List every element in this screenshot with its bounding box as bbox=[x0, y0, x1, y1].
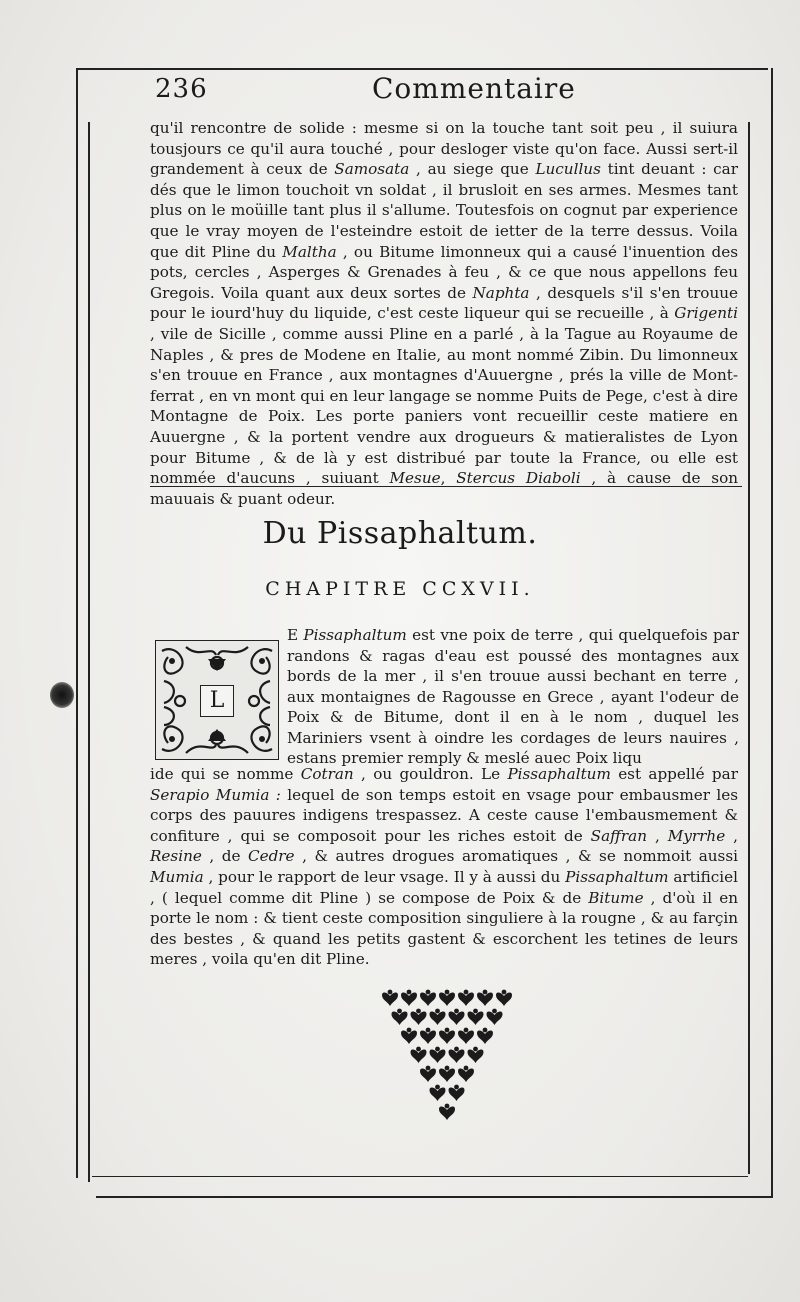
italic-term: Myrrhe bbox=[667, 826, 726, 845]
italic-term: Cedre bbox=[247, 847, 295, 866]
fleuron-bud bbox=[492, 1009, 497, 1014]
text-run: , vile de Sicille , comme aussi Pline en a parlé , à la Tague au Royaume de Naples , & pres de Modene en Italie, au mont nommé Zibin. Du limonneux s'en trouue en France , aux montagnes d'Auuergne , prés la ville de Mont-ferrat , en vn mont qui en leur langage se nomme Puits de Pege, c'est à dire Montagne de Poix. Les porte paniers vont recueillir ceste matiere en Auuergne , & la portent vendre aux drogueurs & matieralistes de Lyon pour Bitume , & de là y est distribué par toute la France, ou elle est nommée d'aucuns , suiuant bbox=[150, 324, 738, 488]
frame-rule-bottom bbox=[96, 1196, 772, 1198]
running-header-title: Commentaire bbox=[372, 72, 576, 105]
fleuron-mark bbox=[449, 1087, 465, 1101]
section-title: Du Pissaphaltum. bbox=[262, 516, 538, 551]
italic-term: Maltha bbox=[282, 242, 337, 261]
text-run: , bbox=[725, 826, 739, 845]
fleuron-bud bbox=[483, 1028, 488, 1033]
fleuron-bud bbox=[473, 1047, 478, 1052]
fleuron-bud bbox=[426, 1028, 431, 1033]
fleuron-mark bbox=[458, 992, 474, 1006]
page-number: 236 bbox=[155, 74, 208, 104]
decorated-initial bbox=[155, 640, 279, 760]
fleuron-bud bbox=[426, 990, 431, 995]
fleuron-mark bbox=[411, 1011, 427, 1025]
fleuron-bud bbox=[502, 990, 507, 995]
text-run: , ou gouldron. Le bbox=[353, 765, 508, 783]
fleuron-mark bbox=[468, 1011, 484, 1025]
fleuron-mark bbox=[449, 1049, 465, 1063]
frame-inner-rule-left bbox=[88, 122, 90, 1182]
fleuron-mark bbox=[392, 1011, 408, 1025]
text-run: , d'où il en porte le nom : & tient ceste composition singuliere à la rougne , & au farçin des bestes , & quand les petits gastent & escorchent les tetines de leurs meres , voila qu'en dit Pline. bbox=[150, 888, 738, 969]
text-run: , desquels s'il s'en trouue pour le iourd'huy du liquide, c'est ceste liqueur qui se recueille , à bbox=[150, 283, 739, 323]
text-run: , & autres drogues aromatiques , & se nommoit aussi bbox=[294, 847, 738, 866]
fleuron-bud bbox=[426, 1066, 431, 1071]
fleuron-mark bbox=[430, 1011, 446, 1025]
fleuron-mark bbox=[449, 1011, 465, 1025]
fleuron-mark bbox=[468, 1049, 484, 1063]
italic-term: Bitume bbox=[588, 888, 644, 907]
fleuron-bud bbox=[445, 1104, 450, 1109]
italic-term: Stercus Diaboli bbox=[456, 469, 581, 488]
fleuron-bud bbox=[445, 1066, 450, 1071]
italic-term: Pissaphaltum bbox=[507, 765, 611, 783]
chapter-opening-lines bbox=[287, 625, 739, 769]
fleuron-bud bbox=[464, 1066, 469, 1071]
text-run: qu'il rencontre de solide : mesme si on la touche tant soit peu , il suiura tousjours ce qu'il aura touché , pour desloger viste qu'on face. Aussi sert-il grandement à ceux de bbox=[150, 119, 738, 179]
fleuron-bud bbox=[464, 990, 469, 995]
italic-term: Serapio Mumia : bbox=[150, 785, 281, 804]
italic-term: Mesue bbox=[389, 469, 441, 488]
fleuron-bud bbox=[388, 990, 393, 995]
fleuron-bud bbox=[407, 990, 412, 995]
text-run: , à cause de son mauuais & puant odeur. bbox=[150, 469, 739, 508]
frame-rule-top bbox=[78, 68, 768, 70]
fleuron-mark bbox=[401, 1030, 417, 1044]
text-run: , pour le rapport de leur vsage. Il y à aussi du bbox=[203, 867, 566, 886]
italic-term: Naphta bbox=[472, 283, 530, 302]
fleuron-bud bbox=[407, 1028, 412, 1033]
fleuron-bud bbox=[445, 990, 450, 995]
fleuron-bud bbox=[483, 990, 488, 995]
text-run: E bbox=[287, 626, 304, 644]
fleuron-mark bbox=[458, 1030, 474, 1044]
fleuron-bud bbox=[464, 1028, 469, 1033]
fleuron-mark bbox=[439, 1106, 455, 1120]
fleuron-bud bbox=[416, 1009, 421, 1014]
fleuron-bud bbox=[454, 1009, 459, 1014]
text-run: , de bbox=[201, 847, 248, 866]
frame-inner-rule-bottom bbox=[92, 1176, 748, 1177]
italic-term: Lucullus bbox=[535, 160, 601, 179]
fleuron-mark bbox=[401, 992, 417, 1006]
italic-term: Saffran bbox=[590, 826, 647, 845]
fleuron-bud bbox=[454, 1085, 459, 1090]
italic-term: Cotran bbox=[300, 765, 354, 783]
initial-letter: L bbox=[200, 685, 234, 717]
fleuron-triangle-ornament-icon bbox=[380, 988, 514, 1130]
fleuron-mark bbox=[382, 992, 398, 1006]
fleuron-mark bbox=[420, 992, 436, 1006]
text-run: est vne poix de terre , qui quelquefois par randons & ragas d'eau est poussé des montagnes aux bords de la mer , il s'en trouue aussi bechant en terre , aux montaignes de Ragousse en Grece , ayant l'odeur de Poix & de Bitume, dont il en à le nom , duquel les Mariniers vsent à oindre les cordages de leurs nauires , estans premier remply & meslé auec Poix bbox=[287, 626, 739, 767]
fleuron-mark bbox=[458, 1068, 474, 1082]
text-run: artificiel , ( lequel comme dit Pline ) se compose de Poix & de bbox=[150, 867, 738, 907]
fleuron-mark bbox=[420, 1030, 436, 1044]
fleuron-mark bbox=[487, 1011, 503, 1025]
fleuron-mark bbox=[496, 992, 512, 1006]
chapter-heading: CHAPITRE CCXVII. bbox=[265, 578, 535, 600]
frame-rule-right bbox=[771, 68, 773, 1198]
fleuron-mark bbox=[439, 992, 455, 1006]
text-run: lequel de son temps estoit en vsage pour embausmer les corps des pauures indigens trespassez. A ceste cause l'embausmement & confiture , qui se composoit pour les riches estoit de bbox=[150, 785, 738, 845]
fleuron-mark bbox=[477, 992, 493, 1006]
fleuron-mark bbox=[411, 1049, 427, 1063]
text-run: est appellé par bbox=[610, 765, 738, 783]
fleuron-bud bbox=[435, 1047, 440, 1052]
italic-term: Samosata bbox=[334, 160, 410, 179]
italic-term: Mumia bbox=[150, 867, 204, 886]
fleuron-bud bbox=[435, 1009, 440, 1014]
fleuron-bud bbox=[435, 1085, 440, 1090]
frame-inner-rule-right bbox=[748, 122, 750, 1174]
fleuron-bud bbox=[416, 1047, 421, 1052]
italic-term: Resine bbox=[150, 847, 202, 866]
fleuron-bud bbox=[454, 1047, 459, 1052]
text-run: liqu bbox=[612, 749, 642, 767]
text-run: ide qui se nomme bbox=[150, 765, 301, 783]
text-run: , ou Bitume limonneux qui a causé l'inuention des pots, cercles , Asperges & Grenades à feu , & ce que nous appellons feu Gregois. Voila quant aux deux sortes de bbox=[150, 242, 738, 302]
fleuron-mark bbox=[477, 1030, 493, 1044]
italic-term: Grigenti bbox=[674, 304, 738, 323]
text-run: , bbox=[440, 469, 457, 488]
text-run: , bbox=[647, 826, 668, 845]
section-separator-rule bbox=[150, 486, 742, 487]
text-run: , au siege que bbox=[409, 160, 536, 179]
fleuron-bud bbox=[445, 1028, 450, 1033]
fleuron-bud bbox=[397, 1009, 402, 1014]
italic-term: Pissaphaltum bbox=[565, 867, 669, 886]
frame-rule-left bbox=[76, 68, 78, 1178]
fleuron-mark bbox=[420, 1068, 436, 1082]
fleuron-mark bbox=[439, 1068, 455, 1082]
continued-paragraph bbox=[150, 118, 738, 509]
fleuron-mark bbox=[439, 1030, 455, 1044]
text-run: tint deuant : car dés que le limon touchoit vn soldat , il brusloit en ses armes. Mesmes tant plus on le moüille tant plus il s'allume. Toutesfois on cognut par experience que le vray moyen de l'esteindre estoit de ietter de la terre dessus. Voila que dit Pline du bbox=[150, 160, 738, 261]
ink-blot bbox=[50, 682, 74, 708]
fleuron-mark bbox=[430, 1087, 446, 1101]
fleuron-mark bbox=[430, 1049, 446, 1063]
chapter-paragraph bbox=[150, 764, 738, 970]
fleuron-bud bbox=[473, 1009, 478, 1014]
italic-term: Pissaphaltum bbox=[303, 626, 407, 644]
